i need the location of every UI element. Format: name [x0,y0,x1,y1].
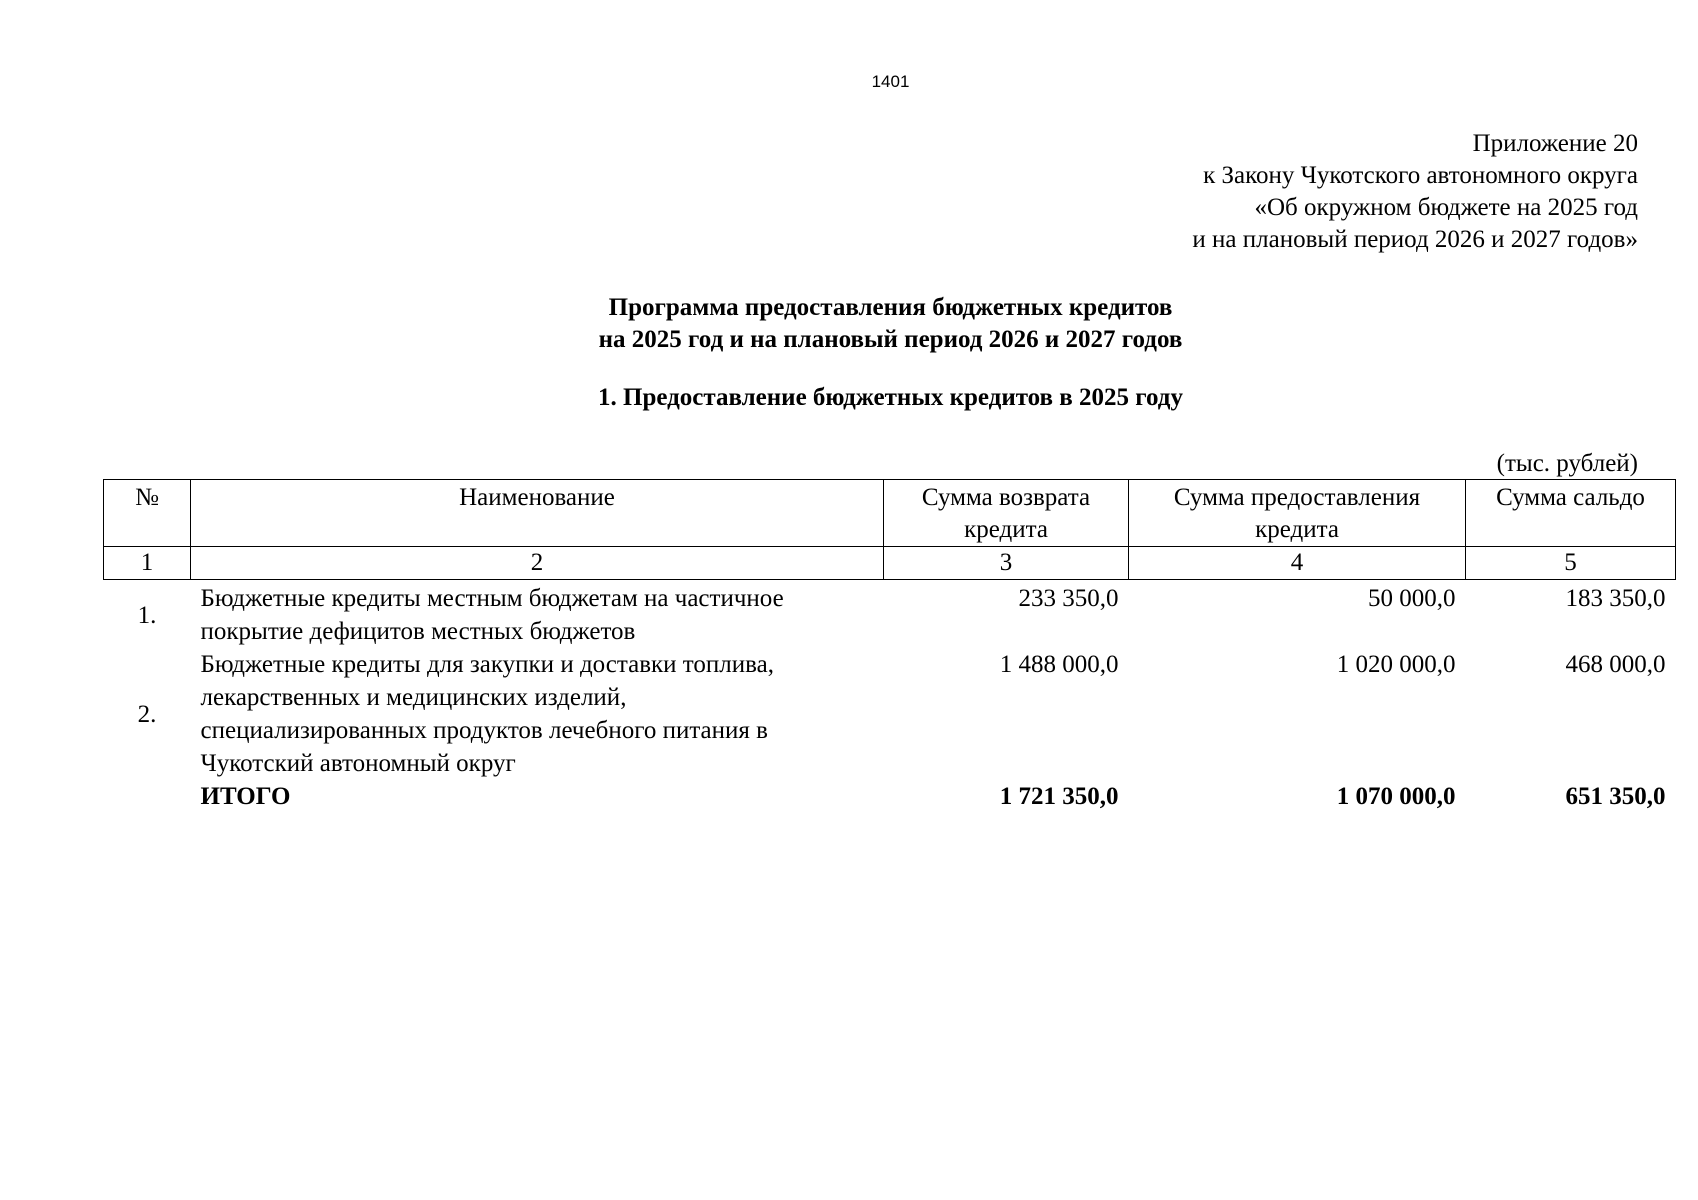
row-return: 1 488 000,0 [999,651,1119,678]
row-name-line: Бюджетные кредиты для закупки и доставки топлива, [200,651,774,678]
appendix-line-4: и на плановый период 2026 и 2027 годов» [1192,226,1638,253]
row-provision: 50 000,0 [1368,585,1456,612]
row-name [191,580,884,649]
column-number-row [104,547,1676,580]
header-return-line-1: Сумма возврата [921,484,1091,511]
table-row [104,580,1676,649]
table-header-row [104,480,1676,547]
appendix-header [1192,128,1638,256]
row-name-line: лекарственных и медицинских изделий, [200,684,627,711]
total-return: 1 721 350,0 [999,783,1119,810]
row-provision: 1 020 000,0 [1336,651,1456,678]
header-provision-line-1: Сумма предоставления [1173,484,1421,511]
column-number: 2 [191,547,884,580]
header-provision-line-2: кредита [1255,516,1339,543]
row-name [191,648,884,780]
total-label: ИТОГО [200,783,291,810]
units-label: (тыс. рублей) [1496,450,1638,477]
row-number: 2. [137,700,157,728]
header-provision [1129,480,1466,547]
column-number: 1 [104,547,191,580]
appendix-line-1: Приложение 20 [1472,130,1638,157]
row-name-line: специализированных продуктов лечебного питания в [200,717,768,744]
header-num: № [104,480,191,547]
row-name-line: покрытие дефицитов местных бюджетов [200,618,636,645]
header-name: Наименование [191,480,884,547]
header-return [884,480,1129,547]
appendix-line-3: «Об окружном бюджете на 2025 год [1254,194,1638,221]
row-number: 1. [137,601,157,629]
page-number: 1401 [871,72,910,91]
total-provision: 1 070 000,0 [1336,783,1456,810]
row-name-line: Бюджетные кредиты местным бюджетам на частичное [200,585,784,612]
document-title-line-2: на 2025 год и на плановый период 2026 и 2027 годов [598,326,1183,353]
table-row [104,648,1676,780]
document-title-line-1: Программа предоставления бюджетных кредитов [608,294,1173,321]
appendix-line-2: к Закону Чукотского автономного округа [1203,162,1638,189]
row-balance: 468 000,0 [1565,651,1666,678]
column-number: 4 [1129,547,1466,580]
section-title: 1. Предоставление бюджетных кредитов в 2025 году [598,384,1183,411]
total-number-cell [104,780,191,813]
row-balance: 183 350,0 [1565,585,1666,612]
header-return-line-2: кредита [964,516,1048,543]
total-balance: 651 350,0 [1565,783,1666,810]
total-row [104,780,1676,813]
row-name-line: Чукотский автономный округ [200,750,516,777]
document-title [0,292,1698,356]
row-return: 233 350,0 [1018,585,1119,612]
column-number: 5 [1466,547,1676,580]
credits-table [103,479,1676,813]
header-balance: Сумма сальдо [1466,480,1676,547]
column-number: 3 [884,547,1129,580]
